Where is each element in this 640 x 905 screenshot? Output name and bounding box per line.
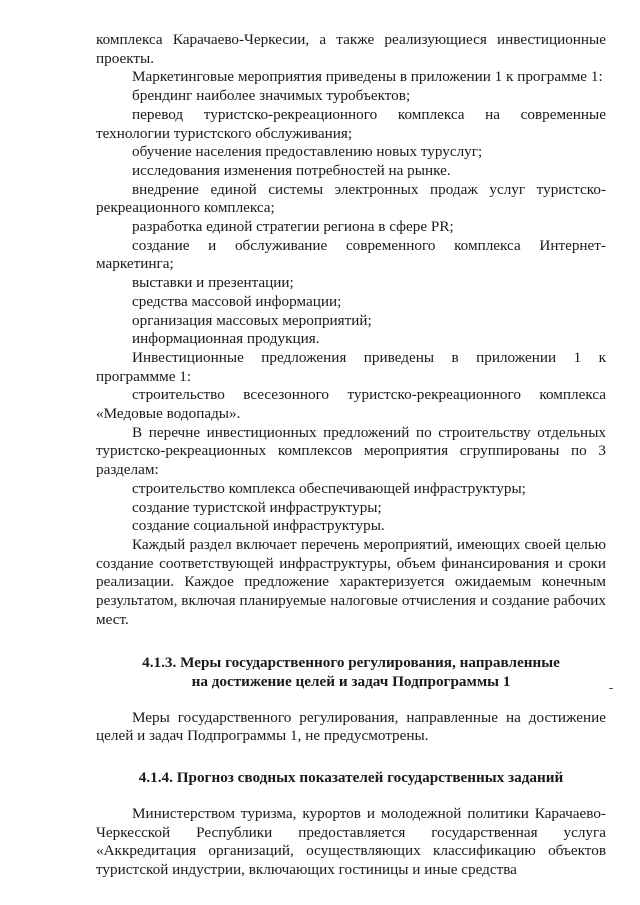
list-item-investment: строительство всесезонного туристско-рекреационного комплекса «Медовые водопады». <box>96 386 606 423</box>
list-item-marketing-1: брендинг наиболее значимых туробъектов; <box>132 87 411 105</box>
list-item-marketing-8: выставки и презентации; <box>132 274 294 292</box>
scan-mark <box>609 688 613 689</box>
list-item-marketing-7: создание и обслуживание современного комплекса Интернет-маркетинга; <box>96 236 606 273</box>
list-item-marketing-9: средства массовой информации; <box>132 292 342 310</box>
paragraph-investment: Инвестиционные предложения приведены в приложении 1 к программме 1: <box>96 348 606 385</box>
list-item-marketing-3: обучение населения предоставлению новых туруслуг; <box>132 143 483 161</box>
list-item-marketing-11: информационная продукция. <box>132 330 320 348</box>
list-item-marketing-2: перевод туристско-рекреационного комплекса на современные технологии туристского обслуживания; <box>96 105 606 142</box>
list-item-group-1: строительство комплекса обеспечивающей инфраструктуры; <box>132 479 526 497</box>
section-heading-4-1-3-line1: 4.1.3. Меры государственного регулирования, направленные <box>142 653 560 671</box>
paragraph-intro-tail: комплекса Карачаево-Черкесии, а также реализующиеся инвестиционные проекты. <box>96 31 606 67</box>
list-item-group-2: создание туристской инфраструктуры; <box>132 498 382 516</box>
section-heading-4-1-4: 4.1.4. Прогноз сводных показателей государственных заданий <box>138 768 564 786</box>
section-heading-4-1-3-line2: на достижение целей и задач Подпрограммы 1 <box>191 672 511 690</box>
section-heading-4-1-3 <box>96 653 606 691</box>
page-text <box>96 31 606 880</box>
paragraph-forecast: Министерством туризма, курортов и молодежной политики Карачаево-Черкесской Республики предоставляется государственная услуга «Аккредитация организаций, осуществляющих классификацию объектов туристской индустрии, включающих гостиницы и иные средства <box>96 804 606 879</box>
paragraph-regulation: Меры государственного регулирования, направленные на достижение целей и задач Подпрограммы 1, не предусмотрены. <box>96 708 606 745</box>
paragraph-groups: В перечне инвестиционных предложений по строительству отдельных туристско-рекреационных комплексов мероприятия сгруппированы по 3 разделам: <box>96 423 606 479</box>
paragraph-sections: Каждый раздел включает перечень мероприятий, имеющих своей целью создание соответствующей инфраструктуры, объем финансирования и сроки реализации. Каждое предложение характеризуется ожидаемым конечным результатом, включая планируемые налоговые отчисления и создание рабочих мест. <box>96 535 606 628</box>
list-item-marketing-4: исследования изменения потребностей на рынке. <box>132 161 451 179</box>
paragraph-marketing: Маркетинговые мероприятия приведены в приложении 1 к программе 1: <box>132 68 603 86</box>
list-item-marketing-6: разработка единой стратегии региона в сфере PR; <box>132 218 454 236</box>
list-item-marketing-5: внедрение единой системы электронных продаж услуг туристско-рекреационного комплекса; <box>96 180 606 217</box>
list-item-group-3: создание социальной инфраструктуры. <box>132 517 385 535</box>
list-item-marketing-10: организация массовых мероприятий; <box>132 311 372 329</box>
